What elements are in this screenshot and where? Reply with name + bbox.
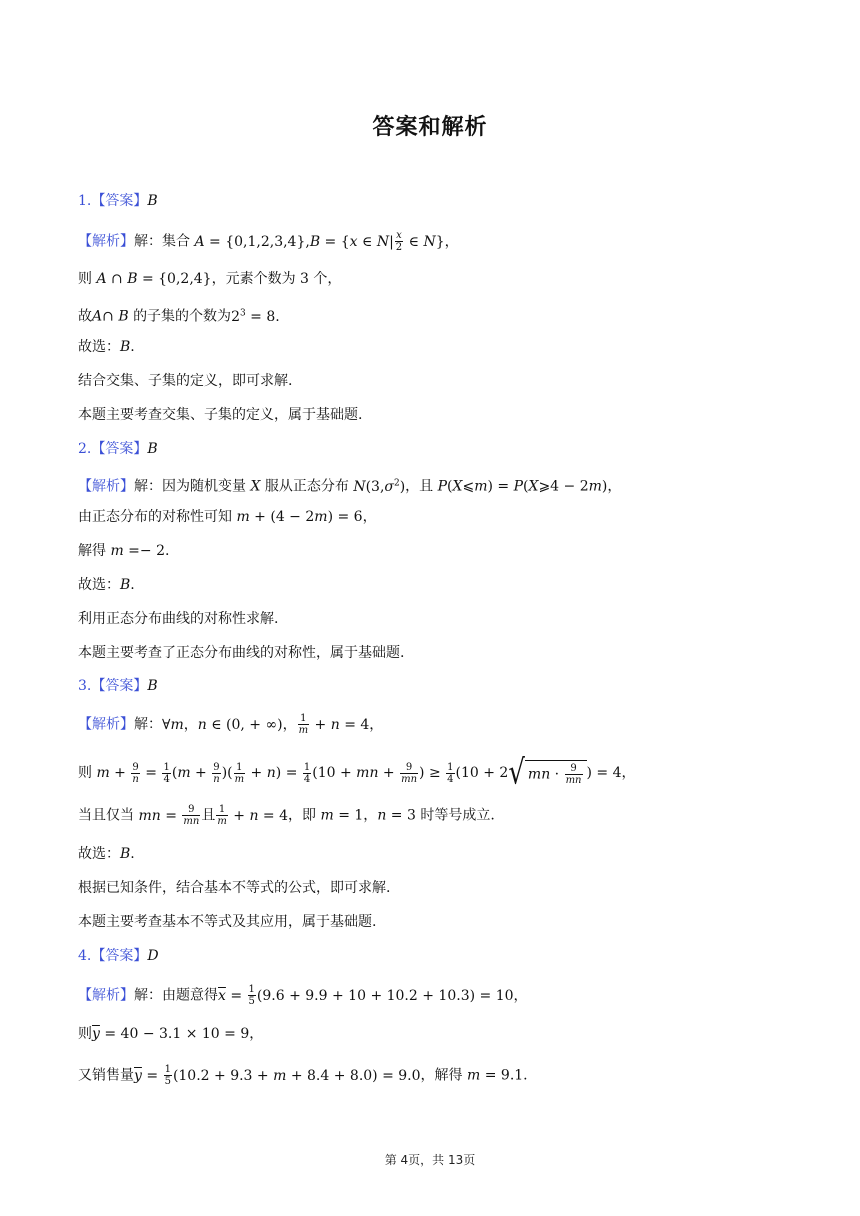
- q3-answer-tag: 【答案】: [91, 678, 148, 694]
- q1-answer-value: B: [147, 193, 158, 209]
- q1-line-4: 故选：B.: [78, 339, 135, 355]
- q2-line-4: 故选：B.: [78, 577, 135, 593]
- q2-line-1: 【解析】解：因为随机变量 X 服从正态分布 $N(3,\sigma^2)$，且 P(X⩽m) = P(X⩾4 − 2m)，: [78, 478, 622, 495]
- q1-answer-line: [78, 191, 158, 211]
- q2-line-2: 由正态分布的对称性可知 m + (4 − 2m) = 6，: [78, 509, 377, 525]
- q3-text: 解：: [134, 716, 162, 733]
- q1-line-1: 【解析】解：集合 A = {0,1,2,3,4},B = {x ∈ N| $\frac{x}{2}$ ∈ N}，: [78, 230, 459, 253]
- q1-text: ，元素个数为 3 个，: [211, 271, 342, 287]
- q3-answer-value: B: [147, 678, 158, 694]
- q3-text: ，即: [288, 807, 317, 824]
- q4-line-2: 则$\overline{y} = 40 - 3.1 \times 10 = 9$，: [78, 1026, 264, 1042]
- q3-line-6: 本题主要考查基本不等式及其应用，属于基础题.: [78, 914, 377, 930]
- q1-choice: B: [120, 339, 131, 355]
- q3-number: 3.: [78, 678, 92, 694]
- q3-choice: B: [120, 846, 131, 862]
- q2-text: ，且: [405, 478, 434, 495]
- q3-line-1: 【解析】解：∀m，n ∈ (0, + ∞)， $\frac{1}{m}$ + n = 4，: [78, 713, 384, 736]
- q4-text: ，解得: [420, 1067, 463, 1084]
- q2-line-6: 本题主要考查了正态分布曲线的对称性，属于基础题.: [78, 645, 405, 661]
- q4-line-3: 又销售量$\overline{y}$ = $\frac{1}{5}$ (10.2 + 9.3 + m + 8.4 + 8.0) = 9.0，解得 m = 9.1.: [78, 1064, 528, 1087]
- q3-line-5: 根据已知条件，结合基本不等式的公式，即可求解.: [78, 880, 391, 896]
- q1-analysis-tag: 【解析】: [78, 233, 134, 250]
- q4-answer-tag: 【答案】: [91, 948, 148, 964]
- page-title: 答案和解析: [372, 115, 488, 140]
- q2-line-3: 解得 m =− 2.: [78, 543, 170, 559]
- q4-text: 又销售量: [78, 1067, 134, 1084]
- q3-line-3: 当且仅当 mn = $\frac{9}{mn}$ 且 $\frac{1}{m}$ + n = 4，即 m = 1，n = 3 时等号成立.: [78, 804, 495, 827]
- q1-text: 解：集合: [134, 233, 190, 250]
- q3-text: 则: [78, 765, 92, 781]
- q4-number: 4.: [78, 948, 92, 964]
- q3-line-4: 故选：B.: [78, 846, 135, 862]
- q2-answer-line: [78, 439, 158, 459]
- q3-text: 故选：: [78, 846, 120, 862]
- q4-text: 则: [78, 1026, 92, 1042]
- q2-text: 服从正态分布: [264, 478, 349, 495]
- q2-text: 解得: [78, 543, 106, 559]
- q2-text: 解：因为随机变量: [134, 478, 246, 495]
- q2-text: 故选：: [78, 577, 120, 593]
- q3-analysis-tag: 【解析】: [78, 716, 134, 733]
- q4-text: 解：由题意得: [134, 987, 218, 1004]
- q3-answer-line: [78, 676, 158, 696]
- q1-text: 故选：: [78, 339, 120, 355]
- q2-line-5: 利用正态分布曲线的对称性求解.: [78, 611, 279, 627]
- q2-number: 2.: [78, 441, 92, 457]
- q2-text: 由正态分布的对称性可知: [78, 509, 232, 525]
- q4-answer-line: [78, 946, 159, 966]
- q3-text: 时等号成立.: [420, 807, 495, 824]
- page-footer: 第 4页，共 13页: [384, 1153, 476, 1167]
- q4-analysis-tag: 【解析】: [78, 987, 134, 1004]
- q1-line-3: 故A∩ B 的子集的个数为$2^3 = 8$.: [78, 308, 280, 325]
- q1-text: 故: [78, 308, 92, 325]
- q3-text: 当且仅当: [78, 807, 134, 824]
- q2-answer-value: B: [147, 441, 158, 457]
- q2-analysis-tag: 【解析】: [78, 478, 134, 495]
- q1-text: 则: [78, 271, 92, 287]
- q4-line-1: 【解析】解：由题意得$\overline{x}$ = $\frac{1}{5}$ (9.6 + 9.9 + 10 + 10.2 + 10.3) = 10，: [78, 984, 528, 1007]
- q1-line-6: 本题主要考查交集、子集的定义，属于基础题.: [78, 407, 363, 423]
- q3-text: 且: [201, 807, 216, 824]
- q1-answer-tag: 【答案】: [91, 193, 148, 209]
- q1-text: 的子集的个数为: [133, 308, 232, 325]
- q1-line-2: 则 A ∩ B = {0,2,4}，元素个数为 3 个，: [78, 271, 342, 287]
- q3-line-2: 则 m + $\frac{9}{n}$ = $\frac{1}{4}$ (m + $\frac{9}{n}$ )( $\frac{1}{m}$ + n) = $\frac{1}{4}$ (10 + mn + $\frac{9}{mn}$ ) ≥ $\frac{1}{4}$ (10 + 2√ mn · $\frac{9}{mn}$ ) = 4，: [78, 753, 636, 793]
- q1-line-5: 结合交集、子集的定义，即可求解.: [78, 373, 293, 389]
- q4-answer-value: D: [147, 948, 159, 964]
- q1-number: 1.: [78, 193, 92, 209]
- q2-answer-tag: 【答案】: [91, 441, 148, 457]
- q2-choice: B: [120, 577, 131, 593]
